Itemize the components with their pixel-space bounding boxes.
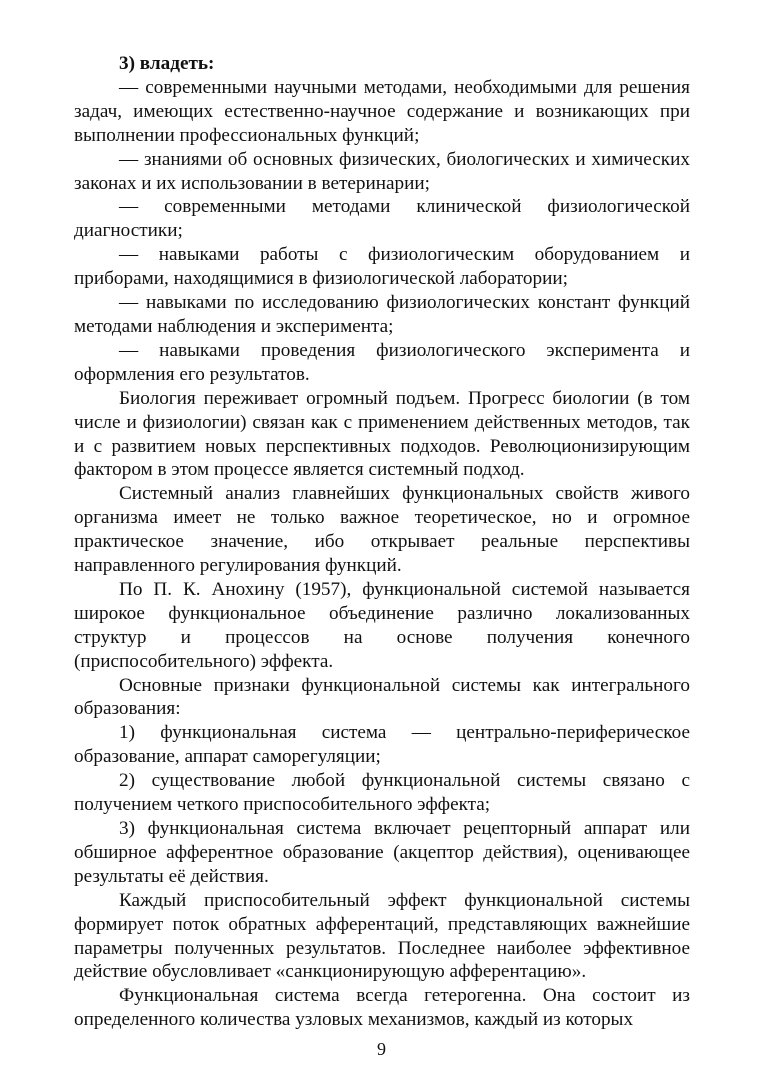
- list-item-diagnostics: — современными методами клинической физиологической диагностики;: [74, 196, 690, 242]
- paragraph-heterogeneity: Функциональная система всегда гетерогенна. Она состоит из определенного количества узловых механизмов, каждый из которых: [74, 985, 690, 1031]
- paragraph-main-features: Основные признаки функциональной системы как интегрального образования:: [74, 674, 690, 720]
- paragraph-anokhin-definition: По П. К. Анохину (1957), функциональной системой называется широкое функциональное объединение различно локализованных структур и процессов на основе получения конечного (приспособительного) эффекта.: [74, 578, 690, 672]
- list-item-constants-research: — навыками по исследованию физиологических констант функций методами наблюдения и эксперимента;: [74, 292, 690, 337]
- section-heading: 3) владеть:: [119, 53, 215, 74]
- list-item-equipment-skills: — навыками работы с физиологическим оборудованием и приборами, находящимися в физиологической лаборатории;: [74, 244, 690, 290]
- page-body: [74, 52, 690, 1032]
- page-number: 9: [377, 1039, 386, 1059]
- paragraph-system-analysis: Системный анализ главнейших функциональных свойств живого организма имеет не только важное теоретическое, но и огромное практическое значение, ибо открывает реальные перспективы направленного регулирования функций.: [74, 483, 690, 577]
- feature-item-3: 3) функциональная система включает рецепторный аппарат или обширное афферентное образование (акцептор действия), оценивающее результаты её действия.: [74, 818, 690, 887]
- paragraph-biology: Биология переживает огромный подъем. Прогресс биологии (в том числе и физиологии) связан как с применением действенных методов, так и с развитием новых перспективных подходов. Революционизирующим фактором в этом процессе является системный подход.: [74, 387, 690, 481]
- feature-item-1: 1) функциональная система — центрально-периферическое образование, аппарат саморегуляции;: [74, 722, 690, 768]
- paragraph-afferentation: Каждый приспособительный эффект функциональной системы формирует поток обратных афферентаций, представляющих важнейшие параметры полученных результатов. Последнее наиболее эффективное действие обусловливает «санкционирующую афферентацию».: [74, 889, 690, 983]
- list-item-knowledge-laws: — знаниями об основных физических, биологических и химических законах и их использовании в ветеринарии;: [74, 148, 690, 194]
- feature-item-2: 2) существование любой функциональной системы связано с получением четкого приспособительного эффекта;: [74, 770, 690, 816]
- list-item-experiment-skills: — навыками проведения физиологического эксперимента и оформления его результатов.: [74, 339, 690, 385]
- list-item-scientific-methods: — современными научными методами, необходимыми для решения задач, имеющих естественно-научное содержание и возникающих при выполнении профессиональных функций;: [74, 76, 690, 146]
